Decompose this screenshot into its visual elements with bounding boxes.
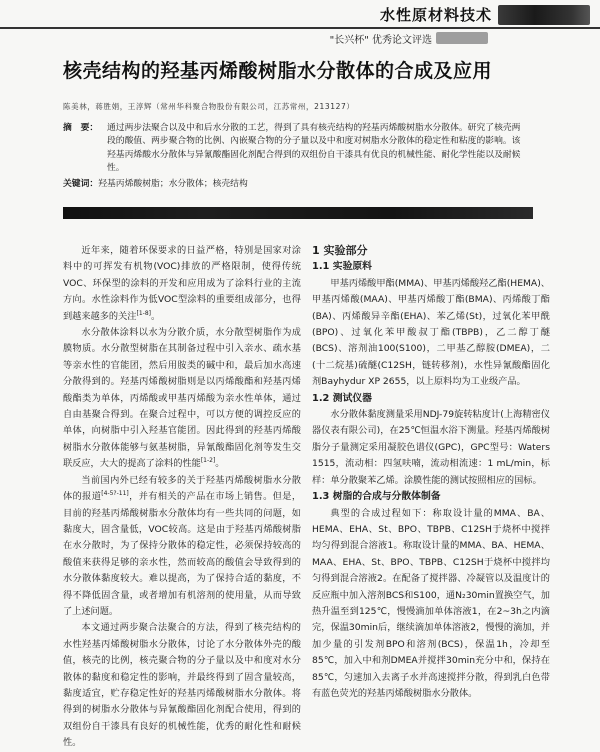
paper-title: 核壳结构的羟基丙烯酸树脂水分散体的合成及应用	[63, 60, 493, 82]
intro-paragraph-1: 近年来，随着环保要求的日益严格，特别是国家对涂料中的可挥发有机物(VOC)排放的严格限制，使得传统VOC、环保型的涂料的开发和应用成为了涂料行业的主流方向。水性涂料作为低VOC型涂料的重要组成部分，也得到越来越多的关注[1-8]。	[63, 245, 301, 322]
ref-citation: [4-5?-11]	[101, 490, 129, 498]
intro-paragraph-2: 水分散体涂料以水为分散介质，水分散型树脂作为成膜物质。水分散型树脂在其制备过程中引入亲水、疏水基等亲水性的官能团，然后用胺类的碱中和，最后加水高速分散得到的。羟基丙烯酸树脂则是以丙烯酸酯和羟基丙烯酸酯类为单体，丙烯酸或甲基丙烯酸为亲水性单体，通过自由基聚合得到。在聚合过程中，可以方便的调控反应的单体，向树脂中引入羟基官能团。因此得到的羟基丙烯酸树脂水分散体能够与氨基树脂，异氰酸酯固化剂等发生交联反应，大大的提高了涂料的性能[1-2]。	[63, 327, 301, 470]
ref-citation: [1-8]	[136, 309, 151, 317]
authors-line: 陈美林，蒋胜娟，王淳辉（常州华科聚合物股份有限公司，江苏常州，213127）	[63, 102, 355, 111]
keywords-text: 羟基丙烯酸树脂；水分散体；核壳结构	[98, 179, 248, 189]
subsection-heading: 1.1 实验原料	[312, 261, 372, 273]
abstract-label: 摘 要：	[63, 123, 99, 133]
right-column	[312, 243, 550, 702]
journal-title: 水性原材料技术	[379, 6, 492, 24]
subtitle-mark	[436, 32, 488, 44]
instruments-paragraph: 水分散体黏度测量采用NDJ-79旋转粘度计(上海精密仪器仪表有限公司)，在25℃恒温水浴下测量。羟基丙烯酸树脂分子量测定采用凝胶色谱仪(GPC)，GPC型号：Waters 1515，流动相：四氢呋喃，流动相流速：1 mL/min，标样：单分散聚苯乙烯。涂膜性能的测试按照相应的国标。	[312, 409, 550, 486]
journal-header	[0, 4, 600, 28]
subsection-heading: 1.2 测试仪器	[312, 392, 372, 404]
header-rule	[0, 27, 600, 29]
intro-paragraph-3: 当前国内外已经有较多的关于羟基丙烯酸树脂水分散体的报道[4-5?-11]，并有相关的产品在市场上销售。但是，目前的羟基丙烯酸树脂水分散体均有一些共同的问题，如黏度大，固含量低，VOC较高。这是由于羟基丙烯酸树脂在水分散时，为了保持分散体的稳定性，必须保持较高的酸值来获得足够的亲水性，然而较高的酸值会导致得到的水分散体黏度较大。难以提高，为了保持合适的黏度，不得不降低固含量，或者增加有机溶剂的使用量，从而导致了上述问题。	[63, 474, 302, 617]
intro-paragraph-4: 本文通过两步聚合法聚合的方法，得到了核壳结构的水性羟基丙烯酸树脂水分散体，讨论了水分散体外壳的酸值，核壳的比例，核壳聚合物的分子量以及中和度对水分散体的黏度和稳定性的影响，并最终得到了固含量较高，黏度适宜，贮存稳定性好的羟基丙烯酸树脂水分散体。将得到的树脂水分散体与异氰酸酯固化剂配合使用，得到的双组份自干漆具有良好的机械性能，优秀的耐化性和耐候性。	[63, 622, 301, 749]
materials-paragraph: 甲基丙烯酸甲酯(MMA)、甲基丙烯酸羟乙酯(HEMA)、甲基丙烯酸(MAA)、甲基丙烯酸丁酯(BMA)、丙烯酸丁酯(BA)、丙烯酸异辛酯(EHA)、苯乙烯(St)，过氧化苯甲酰(BPO)、过氧化苯甲酸叔丁酯(TBPB)，乙二醇丁醚(BCS)、溶剂油100(S100)，二甲基乙醇胺(DMEA)，二(十二烷基)硫醚(C12SH，链转移剂)，水性异氰酸酯固化剂Bayhydur XP 2655，以上原料均为工业级产品。	[312, 277, 550, 388]
journal-logo-mark	[498, 5, 590, 25]
divider-bar	[63, 207, 533, 219]
subsection-heading: 1.3 树脂的合成与分散体制备	[312, 491, 441, 503]
keywords-block	[63, 176, 248, 189]
keywords-label: 关键词：	[63, 179, 99, 189]
journal-subtitle: "长兴杯" 优秀论文评选	[329, 35, 432, 46]
abstract-text: 通过两步法聚合以及中和后水分散的工艺，得到了具有核壳结构的羟基丙烯酸树脂水分散体。研究了核壳两段的酸值、两步聚合物的比例、內嵌聚合物的分子量以及中和度对树脂水分散体的稳定性和粘度的影响。该羟基丙烯酸水分散体与异氰酸酯固化剂配合得到的双组份自干漆具有优良的机械性能、耐化学性能以及耐候性。	[107, 123, 521, 174]
synthesis-paragraph: 典型的合成过程如下：称取设计量的MMA、BA、HEMA、EHA、St、BPO、TBPB、C12SH于烧杯中搅拌均匀得到混合溶液1。称取设计量的MMA、BA、HEMA、MAA、EHA、St、BPO、TBPB、C12SH于烧杯中搅拌均匀得到混合溶液2。在配备了搅拌器、冷凝管以及温度计的反应瓶中加入溶剂BCS和S100，通N₂30min置换空气，加热升温至到125℃，慢慢滴加单体溶液1，在2~3h之内滴完，保温30min后，继续滴加单体溶液2，慢慢的滴加，并加少量的引发剂BPO和溶剂(BCS)，保温1h，冷却至85℃，加入中和剂DMEA并搅拌30min充分中和，保持在85℃，匀速加入去离子水并高速搅拌分散，得到乳白色带有蓝色荧光的羟基丙烯酸树脂水分散体。	[312, 507, 550, 699]
left-column	[63, 243, 301, 752]
section-heading: 1 实验部分	[312, 244, 368, 257]
ref-citation: [1-2]	[200, 457, 216, 465]
